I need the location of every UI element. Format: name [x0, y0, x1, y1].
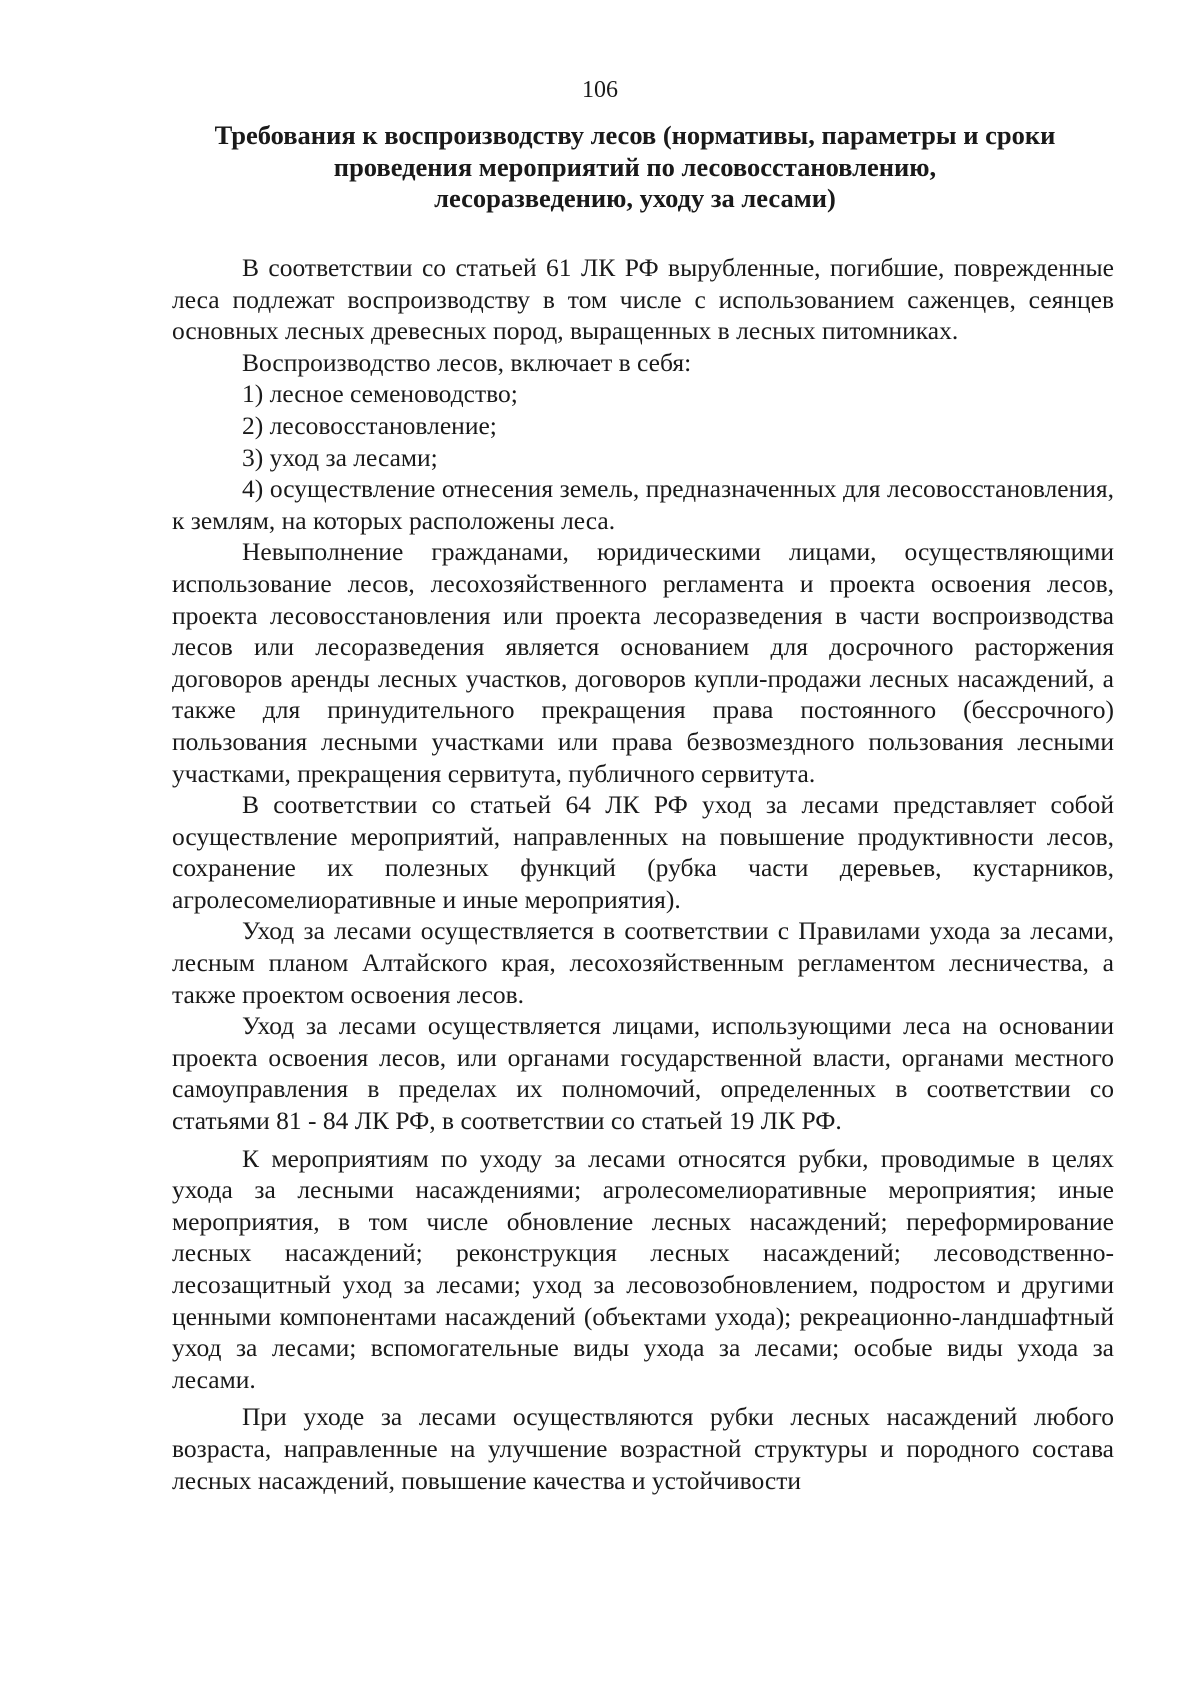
paragraph-article-61: В соответствии со статьей 61 ЛК РФ вырубленные, погибшие, поврежденные леса подлежат воспроизводству в том числе с использованием саженцев, сеянцев основных лесных древесных пород, выращенных в лесных питомниках.: [172, 253, 1114, 346]
paragraph-care-measures: К мероприятиям по уходу за лесами относятся рубки, проводимые в целях ухода за лесными насаждениями; агролесомелиоративные мероприятия; иные мероприятия, в том числе обновление лесных насаждений; переформирование лесных насаждений; реконструкция лесных насаждений; лесоводственно-лесозащитный уход за лесами; уход за лесовозобновлением, подростом и другими ценными компонентами насаждений (объектами ухода); рекреационно-ландшафтный уход за лесами; вспомогательные виды ухода за лесами; особые виды ухода за лесами.: [172, 1143, 1114, 1394]
page-number: 106: [582, 77, 618, 103]
document-body: [172, 252, 1114, 1496]
title-line-1: Требования к воспроизводству лесов (нормативы, параметры и сроки: [214, 120, 1056, 150]
title-line-2: проведения мероприятий по лесовосстановлению,: [333, 151, 937, 182]
list-item-1: 1) лесное семеноводство;: [242, 379, 518, 409]
paragraph-article-64: В соответствии со статьей 64 ЛК РФ уход за лесами представляет собой осуществление мероприятий, направленных на повышение продуктивности лесов, сохранение их полезных функций (рубка части деревьев, кустарников, агролесомелиоративные и иные мероприятия).: [172, 790, 1114, 914]
list-item-2: 2) лесовосстановление;: [242, 410, 497, 440]
title-line-3: лесоразведению, уходу за лесами): [434, 183, 836, 213]
paragraph-includes: Воспроизводство лесов, включает в себя:: [242, 347, 692, 377]
paragraph-care-felling: При уходе за лесами осуществляются рубки лесных насаждений любого возраста, направленные на улучшение возрастной структуры и породного состава лесных насаждений, повышение качества и устойчивости: [172, 1402, 1114, 1495]
list-item-3: 3) уход за лесами;: [242, 442, 438, 472]
paragraph-care-rules: Уход за лесами осуществляется в соответствии с Правилами ухода за лесами, лесным планом Алтайского края, лесохозяйственным регламентом лесничества, а также проектом освоения лесов.: [172, 916, 1114, 1009]
list-item-4: 4) осуществление отнесения земель, предназначенных для лесовосстановления, к землям, на которых расположены леса.: [172, 474, 1114, 535]
paragraph-non-compliance: Невыполнение гражданами, юридическими лицами, осуществляющими использование лесов, лесохозяйственного регламента и проекта освоения лесов, проекта лесовосстановления или проекта лесоразведения в части воспроизводства лесов или лесоразведения является основанием для досрочного расторжения договоров аренды лесных участков, договоров купли-продажи лесных насаждений, а также для принудительного прекращения права постоянного (бессрочного) пользования лесными участками или права безвозмездного пользования лесными участками, прекращения сервитута, публичного сервитута.: [172, 537, 1114, 788]
paragraph-care-persons: Уход за лесами осуществляется лицами, использующими леса на основании проекта освоения лесов, или органами государственной власти, органами местного самоуправления в пределах их полномочий, определенных в соответствии со статьями 81 - 84 ЛК РФ, в соответствии со статьей 19 ЛК РФ.: [172, 1011, 1114, 1136]
section-title: [165, 120, 1105, 215]
